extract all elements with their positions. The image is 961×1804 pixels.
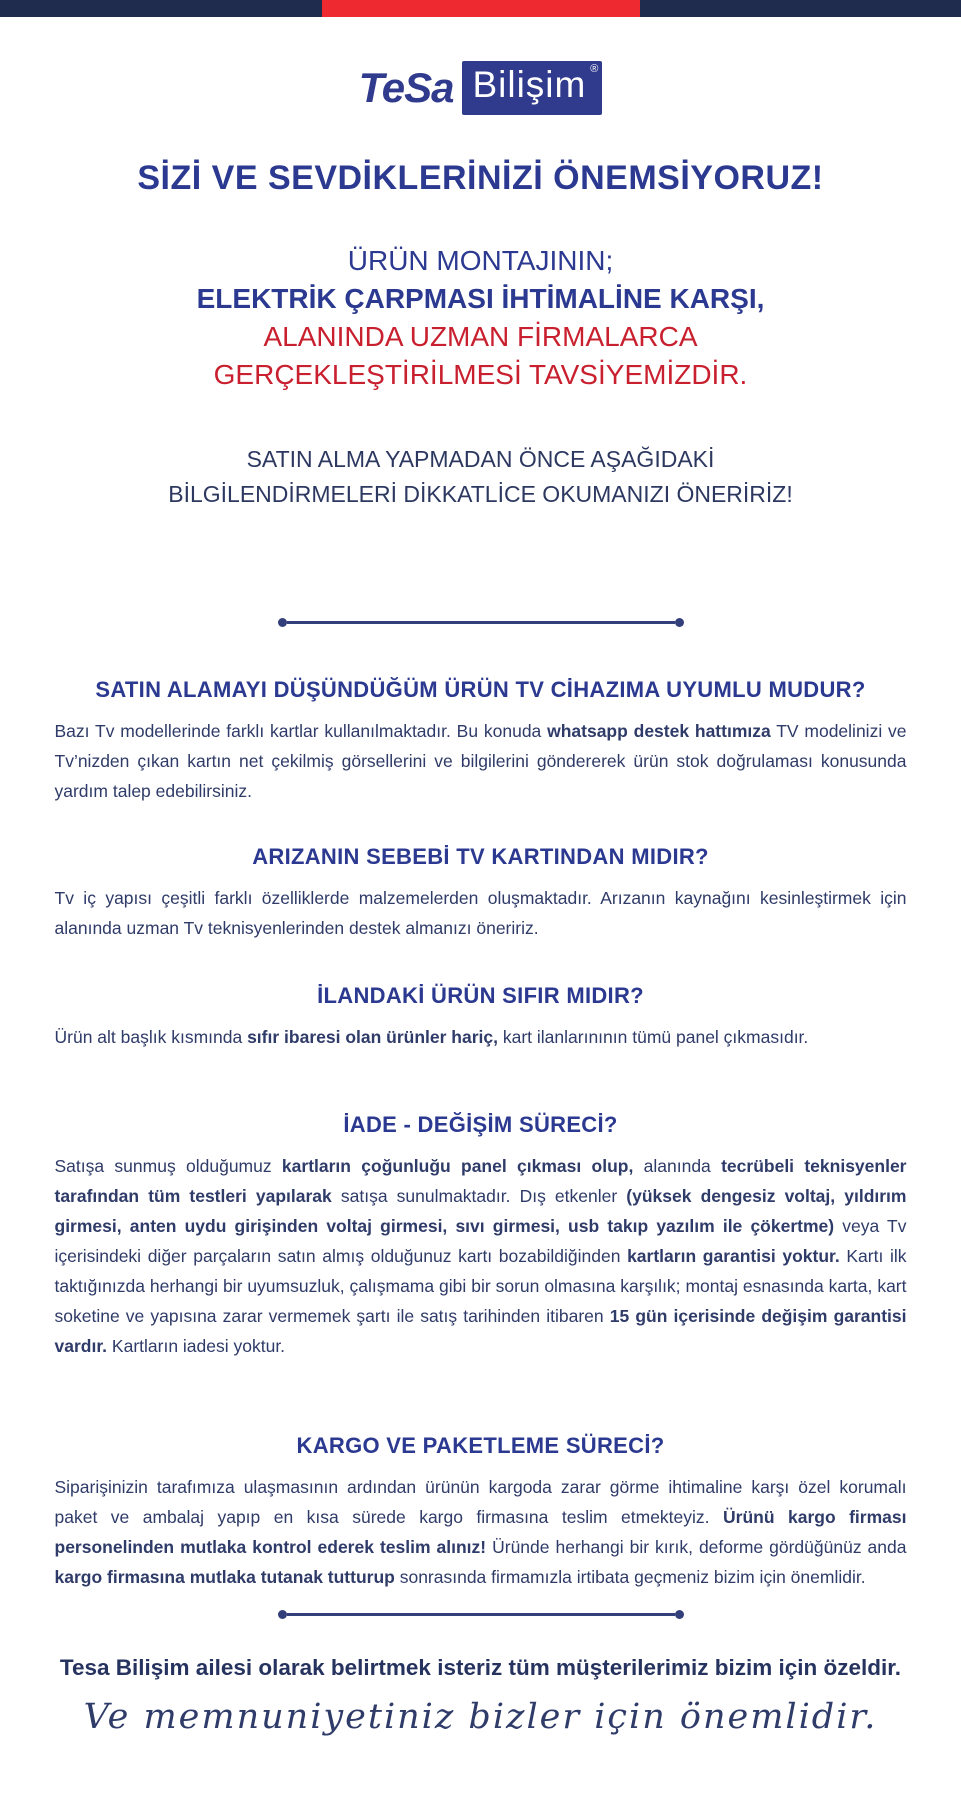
hero-line-2: ELEKTRİK ÇARPMASI İHTİMALİNE KARŞI,: [196, 283, 765, 314]
hero-line-4: GERÇEKLEŞTİRİLMESİ TAVSİYEMİZDİR.: [213, 359, 748, 390]
text-segment: Bazı Tv modellerinde farklı kartlar kullanılmaktadır. Bu konuda: [54, 721, 548, 741]
text-segment: Siparişinizin tarafımıza ulaşmasının ardından ürünün kargoda zarar görme ihtimaline karşı özel korumalı paket ve ambalaj yapıp en kısa sürede kargo firmasına teslim etmekteyiz.: [54, 1477, 907, 1527]
text-segment: Ürün alt başlık kısmında: [54, 1027, 248, 1047]
qa-content: [55, 677, 907, 1592]
section-paragraph: [55, 1151, 907, 1361]
divider-line: [287, 1613, 675, 1616]
registered-trademark-icon: ®: [590, 63, 600, 75]
text-segment: TV modelinizi ve Tv’nizden çıkan kartın net çekilmiş görsellerini ve bilgilerini göndererek ürün stok doğrulaması konusunda yardım talep edebilirsiniz.: [54, 721, 907, 801]
text-segment: whatsapp destek hattımıza: [547, 721, 771, 741]
section-paragraph: [55, 1472, 907, 1592]
text-segment: Tv iç yapısı çeşitli farklı özelliklerde malzemelerden oluşmaktadır. Arızanın kaynağını kesinleştirmek için alanında uzman Tv teknisyenlerinden destek almanızı öneririz.: [54, 888, 907, 938]
text-segment: Kartların iadesi yoktur.: [107, 1336, 286, 1356]
divider-line: [287, 621, 675, 624]
section-paragraph: [55, 883, 907, 943]
section-heading: SATIN ALAMAYI DÜŞÜNDÜĞÜM ÜRÜN TV CİHAZIMA UYUMLU MUDUR?: [95, 677, 866, 702]
hero-line-3: ALANINDA UZMAN FİRMALARCA: [263, 321, 698, 352]
divider-dot-right: [675, 1610, 684, 1619]
section-heading: İADE - DEĞİŞİM SÜRECİ?: [343, 1112, 618, 1137]
signature-script: Ve memnuniyetiniz bizler için önemlidir.: [83, 1697, 878, 1737]
text-segment: Ürünü kargo firması personelinden mutlaka kontrol ederek teslim alınız!: [54, 1507, 907, 1557]
section-heading: KARGO VE PAKETLEME SÜRECİ?: [296, 1433, 665, 1458]
text-segment: sonrasında firmamızla irtibata geçmeniz bizim için önemlidir.: [394, 1567, 866, 1587]
section-divider-top: [278, 618, 684, 627]
brand-logo: [0, 61, 961, 115]
divider-dot-right: [675, 618, 684, 627]
logo-bilisim-text: Bilişim: [472, 64, 587, 105]
section-paragraph: [55, 1022, 907, 1052]
top-bar-red-segment: [322, 0, 640, 17]
text-segment: satışa sunulmaktadır. Dış etkenler: [331, 1186, 627, 1206]
page-title: SİZİ VE SEVDİKLERİNİZİ ÖNEMSİYORUZ!: [137, 159, 824, 197]
footer-statement: Tesa Bilişim ailesi olarak belirtmek isteriz tüm müşterilerimiz bizim için özeldir.: [59, 1655, 902, 1680]
hero-warning-block: [0, 242, 961, 394]
section-heading: ARIZANIN SEBEBİ TV KARTINDAN MIDIR?: [252, 844, 709, 869]
notice-line-2: BİLGİLENDİRMELERİ DİKKATLİCE OKUMANIZI ÖNERİRİZ!: [168, 481, 793, 507]
text-segment: tecrübeli teknisyenler tarafından tüm testleri yapılarak: [54, 1156, 907, 1206]
logo-bilisim-badge: [462, 61, 602, 115]
section-divider-bottom: [278, 1610, 684, 1619]
logo-tesa-text: TeSa: [358, 64, 454, 111]
text-segment: Kartı ilk taktığınızda herhangi bir uyumsuzluk, çalışmama gibi bir sorun olmasına karşılık; montaj esnasında karta, kart soketine ve yapısına zarar vermemek şartı ile satış tarihinden itibaren: [54, 1246, 907, 1326]
text-segment: sıfır ibaresi olan ürünler hariç,: [247, 1027, 498, 1047]
text-segment: Satışa sunmuş olduğumuz: [54, 1156, 282, 1176]
section-return-exchange: [55, 1112, 907, 1361]
section-heading: İLANDAKİ ÜRÜN SIFIR MIDIR?: [317, 983, 644, 1008]
text-segment: veya Tv içerisindeki diğer parçaların satın almış olduğunuz kartı bozabildiğinden: [54, 1216, 907, 1266]
section-paragraph: [55, 716, 907, 806]
section-compatibility: [55, 677, 907, 806]
text-segment: (yüksek dengesiz voltaj, yıldırım girmesi, anten uydu girişinden voltaj girmesi, sıvı girmesi, usb takıp yazılım ile çökertme): [54, 1186, 907, 1236]
text-segment: kartların garantisi yoktur.: [627, 1246, 840, 1266]
hero-line-1: ÜRÜN MONTAJININ;: [347, 245, 614, 276]
pre-purchase-notice: [0, 442, 961, 512]
text-segment: kartların çoğunluğu panel çıkması olup,: [281, 1156, 634, 1176]
divider-dot-left: [278, 1610, 287, 1619]
text-segment: alanında: [633, 1156, 722, 1176]
section-fault-cause: [55, 844, 907, 943]
section-shipping: [55, 1433, 907, 1592]
top-bar: [0, 0, 961, 17]
text-segment: 15 gün içerisinde değişim garantisi vardır.: [54, 1306, 907, 1356]
divider-dot-left: [278, 618, 287, 627]
text-segment: kargo firmasına mutlaka tutanak tutturup: [54, 1567, 395, 1587]
text-segment: Üründe herhangi bir kırık, deforme gördüğünüz anda: [486, 1537, 907, 1557]
section-brand-new: [55, 983, 907, 1052]
text-segment: kart ilanlarınının tümü panel çıkmasıdır.: [498, 1027, 809, 1047]
notice-line-1: SATIN ALMA YAPMADAN ÖNCE AŞAĞIDAKİ: [246, 446, 715, 472]
